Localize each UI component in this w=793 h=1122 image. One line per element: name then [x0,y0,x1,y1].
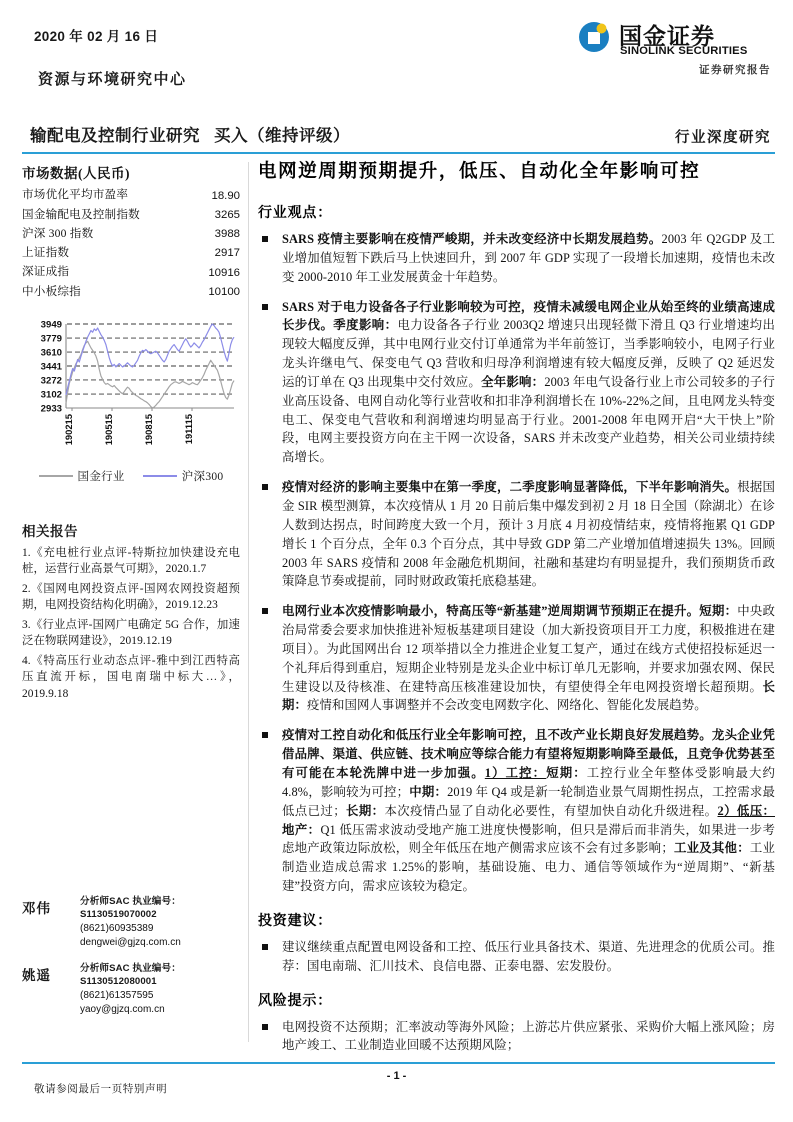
sac-number-label: 执业编号： [132,962,181,974]
svg-text:190515: 190515 [103,413,114,445]
svg-text:2933: 2933 [40,403,62,415]
viewpoint-sub2-label: 中期： [409,784,448,799]
company-logo [577,18,773,80]
viewpoint-body2: 2003 年电气设备行业上市公司较多的子行业高压设备、电网自动化等行业营收和扣非净利润增长在 10%-22%之间，且电网龙头特变电工、保变电气营收和利润增速均明显高于行业。2001-2008 年电网开启“大干快上”阶段，电网主要投资方向在主干网一次设备，SARS 并未改变产业趋势，相关公司业绩持续高增长。 [282,374,776,465]
main-content [258,160,775,1066]
legend-swatch-icon [143,475,177,477]
analyst-sac-line [80,963,254,989]
svg-text:3949: 3949 [40,319,62,331]
legend-item [143,468,224,484]
chart-legend [22,468,240,484]
list-item[interactable]: 2.《国网电网投资点评-国网农网投资超预期，电网投资结构化明确》，2019.12.23 [22,582,240,612]
market-data-label: 沪深 300 指数 [22,226,94,240]
viewpoint-sub6-label: 工业及其他： [673,841,750,856]
table-row [22,225,240,244]
sinolink-logo-icon [577,20,611,54]
viewpoint-lead2: 全年影响： [481,374,545,389]
legend-label: 国金行业 [77,470,125,483]
market-data-value: 3988 [214,228,240,241]
sac-abbrev: SAC [109,962,130,974]
viewpoint-sub5-label: 地产： [282,822,321,837]
rating-badge: 买入（维持评级） [214,127,350,145]
analyst-role-label: 分析师 [80,896,110,907]
advice-list [260,938,775,976]
viewpoint-sub5-text: Q1 低压需求波动受地产施工进度快慢影响，但只是滞后而非消失，如果进一步考虑地产政策边际放松，则全年低压在地产侧需求应该不会有过多影响； [282,822,775,856]
table-row [22,282,240,301]
legend-label: 沪深300 [181,470,224,483]
analyst-role-label: 分析师 [80,962,110,974]
table-row [22,205,240,224]
market-data-table [22,186,240,302]
svg-text:190215: 190215 [63,413,74,445]
svg-text:191115: 191115 [183,413,194,444]
analyst-email[interactable]: yaoy@gjzq.com.cn [80,1003,165,1015]
market-data-body [22,186,240,302]
market-data-label: 中小板综指 [22,284,81,298]
index-performance-chart [22,316,240,494]
analyst-name: 姚遥 [22,967,51,983]
market-data-value: 2917 [214,247,240,260]
svg-text:3102: 3102 [40,389,62,401]
footer-divider [22,1062,775,1064]
analyst-name: 邓伟 [22,901,51,916]
viewpoint-lead: SARS 疫情主要影响在疫情严峻期，并未改变经济中长期发展趋势。 [282,232,662,247]
page-body [0,156,793,1053]
logo-chinese-name: 国金证券 [619,23,715,49]
svg-text:3272: 3272 [40,375,62,387]
viewpoint-body: 2003 年 Q2GDP 及工业增加值短暂下跌后马上快速回升，到 2007 年 GDP 实现了一段增长加速期，疫情也未改变 2000-2010 年工业发展黄金十年趋势。 [282,232,775,284]
viewpoint-sub2-text: 2019 年 Q4 或是新一轮制造业景气周期性拐点，工控需求最低点已过； [282,784,775,818]
header-divider [22,152,775,154]
market-data-heading: 市场数据(人民币) [22,166,130,181]
market-data-label: 国金输配电及控制指数 [22,207,140,221]
analyst-entry [22,896,254,950]
viewpoint-body: 中央政治局常委会要求加快推进补短板基建项目建设（加大新投资项目开工力度，积极推进在建项目）。为此国网出台 12 项举措以全力推进企业复工复产，通过在线方式使招投标延迟一个礼拜后得到重启，短期企业特别是龙头企业中标订单几无影响，并要求加强农网、保民生建设以及待核准、在建特高压核准建设加快，有望使得全年电网投资增长超预期。 [282,604,775,694]
svg-text:3441: 3441 [40,361,62,373]
list-item: 电网投资不达预期；汇率波动等海外风险；上游芯片供应紧张、采购价大幅上涨风险；房地产竣工、工业制造业回暖不达预期风险； [260,1018,775,1056]
logo-subtitle: 证券研究报告 [699,65,771,76]
viewpoint-lead: SARS 对于电力设备各子行业影响较为可控，疫情未减缓电网企业从始至终的业绩高速成长步伐。季度影响： [282,299,775,333]
sac-number: S1130512080001 [80,975,157,987]
chart-canvas [22,316,240,466]
report-type-label: 行业深度研究 [675,130,771,146]
list-item: 建议继续重点配置电网设备和工控、低压行业具备技术、渠道、先进理念的优质公司。推荐：国电南瑞、汇川技术、良信电器、正泰电器、宏发股份。 [260,938,775,976]
analyst-phone: (8621)61357595 [80,989,154,1001]
market-data-value: 10916 [208,266,240,279]
table-row [22,263,240,282]
document-date: 2020 年 02 月 16 日 [34,29,159,44]
sac-number: S1130519070002 [80,908,157,920]
page-number: - 1 - [386,1070,407,1082]
viewpoint-subheading-gongkong: 1）工控： [484,765,547,780]
market-data-value: 18.90 [211,189,240,202]
list-item [260,230,775,287]
viewpoint-sub6-text: 工业制造业造成总需求 1.25%的影响，基础设施、电力、通信等领域作为“逆周期”、“新基建”投资方向，需求应该较为稳定。 [282,841,775,894]
analyst-contacts [22,896,254,1030]
page-header [0,0,793,152]
list-item[interactable]: 3.《行业点评-国网广电确定 5G 合作，加速泛在物联网建设》，2019.12.19 [22,618,240,648]
market-data-label: 深证成指 [22,265,70,279]
viewpoint-lead2: 长期： [282,679,775,713]
legend-swatch-icon [39,475,73,477]
market-data-value: 3265 [214,208,240,221]
market-data-label: 市场优化平均市盈率 [22,188,129,202]
section-heading-risks: 风险提示： [258,993,332,1009]
sac-number-label: 执业编号： [132,896,181,907]
svg-text:3610: 3610 [40,347,62,359]
list-item [260,478,775,591]
viewpoint-body: 电力设备各子行业 2003Q2 增速只出现轻微下滑且 Q3 行业增速均出现较大幅度反弹，其中电网行业交付订单通常为半年前签订，当季影响较小，电网子行业龙头许继电气、保变电气 Q3 营收和归母净利润增速有较大幅度反弹，反映了 Q2 延迟发运的订单在 Q3 出现集中交付效应。 [282,318,775,389]
viewpoint-lead: 疫情对经济的影响主要集中在第一季度，二季度影响显著降低，下半年影响消失。 [282,480,738,495]
viewpoints-list [260,230,775,896]
list-item[interactable]: 4.《特高压行业动态点评-雅中到江西特高压直流开标，国电南瑞中标大…》，2019.9.18 [22,654,240,700]
analyst-sac-line [80,896,254,922]
sac-abbrev: SAC [109,896,130,907]
list-item [260,298,775,468]
legend-item [39,468,125,484]
market-data-value: 10100 [208,285,240,298]
analyst-phone: (8621)60935389 [80,922,154,934]
section-heading-advice: 投资建议： [258,913,332,929]
viewpoint-body2: 疫情和国网人事调整并不会改变电网数字化、网络化、智能化发展趋势。 [306,698,707,713]
table-row [22,244,240,263]
analyst-email[interactable]: dengwei@gjzq.com.cn [80,936,181,948]
viewpoint-sub1-label: 短期： [546,765,587,780]
list-item [260,726,775,896]
analyst-details [80,896,254,950]
list-item[interactable]: 1.《充电桩行业点评-特斯拉加快建设充电桩，运营行业高景气可期》，2020.1.7 [22,546,240,576]
viewpoint-subheading-diya: 2）低压： [717,803,776,818]
industry-title: 输配电及控制行业研究 [30,127,200,145]
viewpoint-sub3-text: 本次疫情凸显了自动化必要性，有望加快自动化升级进程。 [384,803,718,818]
list-item [260,602,775,715]
analyst-details [80,963,254,1017]
analyst-entry [22,963,254,1017]
risks-list [260,1018,775,1056]
market-data-label: 上证指数 [22,246,70,260]
table-row [22,186,240,205]
research-center-name: 资源与环境研究中心 [38,72,187,88]
related-reports-heading: 相关报告 [22,523,78,539]
viewpoint-lead: 电网行业本次疫情影响最小，特高压等“新基建”逆周期调节预期正在提升。短期： [282,604,738,619]
industry-heading [30,122,350,146]
section-heading-viewpoints: 行业观点： [258,206,332,222]
svg-text:3779: 3779 [40,333,62,345]
page-title: 电网逆周期预期提升，低压、自动化全年影响可控 [258,162,701,182]
viewpoint-lead: 疫情对工控自动化和低压行业全年影响可控，且不改产业长期良好发展趋势。龙头企业凭借品牌、渠道、供应链、技术响应等综合能力有望将短期影响降至最低，且竞争优势甚至有可能在本轮洗牌中进一步加强。 [282,728,775,780]
sidebar [22,162,240,705]
viewpoint-body: 根据国金 SIR 模型测算，本次疫情从 1 月 20 日前后集中爆发到初 2 月 18 日全国（除湖北）在诊人数到达拐点，时间跨度大致一个月，预计 3 月底 4 月初疫情结束，疫情将拖累 Q1 GDP 增长 1 个百分点，全年 0.3 个百分点，其中导致 GDP 第二产业增加值增速损失 13%。回顾 2003 年 SARS 疫情和 2008 年金融危机期间，社融和基建均有明显提升，我们预期货币政策降息节奏或提前，同时财政政策托底稳基建。 [282,480,775,589]
logo-english-name: SINOLINK SECURITIES [620,45,748,57]
footer-disclaimer: 敬请参阅最后一页特别声明 [34,1084,168,1095]
viewpoint-sub1-text: 工控行业全年整体受影响最大约 4.8%，影响较为可控； [282,765,776,799]
viewpoint-sub3-label: 长期： [345,803,385,818]
related-reports [22,520,240,703]
svg-text:190815: 190815 [143,413,154,445]
